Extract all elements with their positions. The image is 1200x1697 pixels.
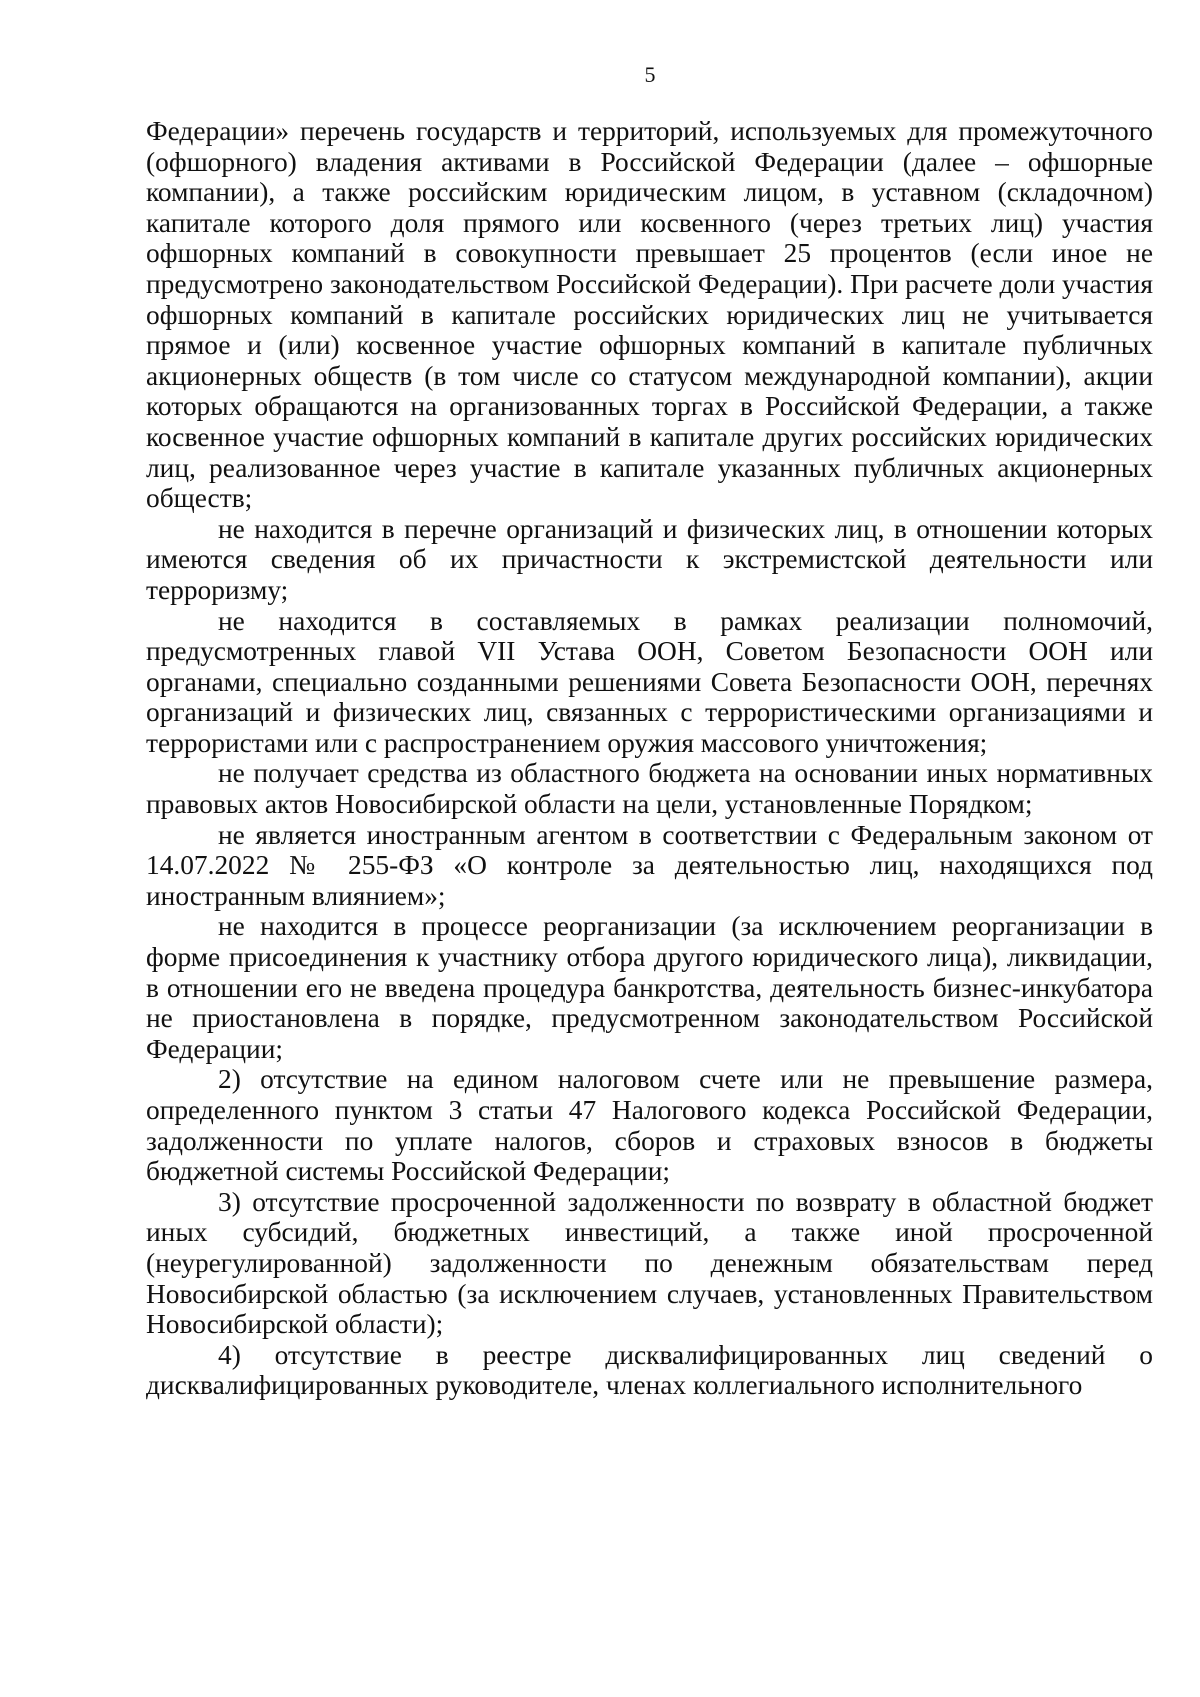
paragraph-extremism-list: не находится в перечне организаций и физических лиц, в отношении которых имеются сведения об их причастности к экстремистской деятельности или терроризму; bbox=[146, 513, 1153, 605]
paragraph-item-4-disqualified: 4) отсутствие в реестре дисквалифицированных лиц сведений о дисквалифицированных руководителе, членах коллегиального исполнительного bbox=[146, 1339, 1153, 1401]
paragraph-regional-budget-funds: не получает средства из областного бюджета на основании иных нормативных правовых актов Новосибирской области на цели, установленные Порядком; bbox=[146, 758, 1153, 820]
paragraph-foreign-agent: не является иностранным агентом в соответствии с Федеральным законом от 14.07.2022 № 255-ФЗ «О контроле за деятельностью лиц, находящихся под иностранным влиянием»; bbox=[146, 819, 1153, 911]
paragraph-reorganization: не находится в процессе реорганизации (за исключением реорганизации в форме присоединения к участнику отбора другого юридического лица), ликвидации, в отношении его не введена процедура банкротства, деятельность бизнес-инкубатора не приостановлена в порядке, предусмотренном законодательством Российской Федерации; bbox=[146, 911, 1153, 1064]
paragraph-item-2-tax-debt: 2) отсутствие на едином налоговом счете или не превышение размера, определенного пунктом 3 статьи 47 Налогового кодекса Российской Федерации, задолженности по уплате налогов, сборов и страховых взносов в бюджеты бюджетной системы Российской Федерации; bbox=[146, 1064, 1153, 1187]
paragraph-un-sanctions-list: не находится в составляемых в рамках реализации полномочий, предусмотренных главой VII Устава ООН, Советом Безопасности ООН или органами, специально созданными решениями Совета Безопасности ООН, перечнях организаций и физических лиц, связанных с террористическими организациями и террористами или с распространением оружия массового уничтожения; bbox=[146, 605, 1153, 758]
page-number: 5 bbox=[644, 62, 656, 87]
document-body bbox=[146, 116, 1153, 1401]
paragraph-item-3-overdue-debt: 3) отсутствие просроченной задолженности по возврату в областной бюджет иных субсидий, бюджетных инвестиций, а также иной просроченной (неурегулированной) задолженности по денежным обязательствам перед Новосибирской областью (за исключением случаев, установленных Правительством Новосибирской области); bbox=[146, 1186, 1153, 1340]
paragraph-offshore-continuation: Федерации» перечень государств и территорий, используемых для промежуточного (офшорного) владения активами в Российской Федерации (далее – офшорные компании), а также российским юридическим лицом, в уставном (складочном) капитале которого доля прямого или косвенного (через третьих лиц) участия офшорных компаний в совокупности превышает 25 процентов (если иное не предусмотрено законодательством Российской Федерации). При расчете доли участия офшорных компаний в капитале российских юридических лиц не учитывается прямое и (или) косвенное участие офшорных компаний в капитале публичных акционерных обществ (в том числе со статусом международной компании), акции которых обращаются на организованных торгах в Российской Федерации, а также косвенное участие офшорных компаний в капитале других российских юридических лиц, реализованное через участие в капитале указанных публичных акционерных обществ; bbox=[146, 116, 1153, 514]
